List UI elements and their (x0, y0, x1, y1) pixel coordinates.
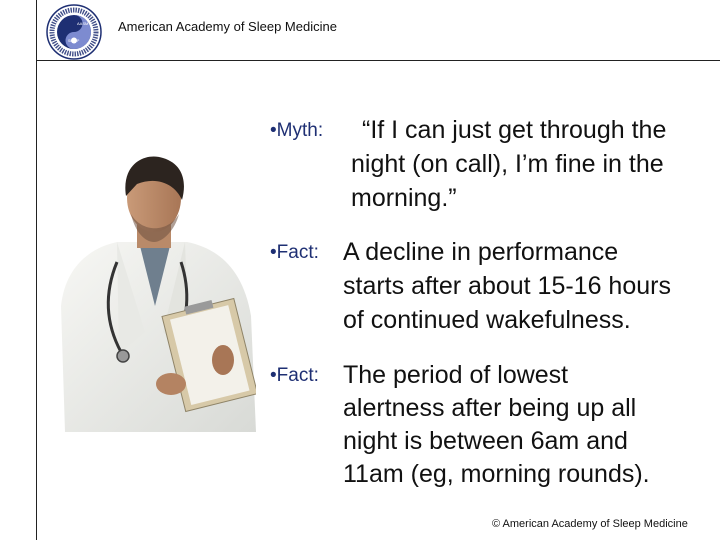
fact-label: Fact: (276, 365, 319, 386)
doctor-photo (55, 156, 256, 432)
bullet-head (270, 365, 319, 387)
fact1-line-1: A decline in performance (343, 238, 619, 266)
header-divider (36, 60, 720, 61)
organization-title: American Academy of Sleep Medicine (118, 19, 337, 34)
fact1-line-2: starts after about 15-16 hours (343, 272, 671, 300)
fact1-line-3: of continued wakefulness. (343, 306, 631, 334)
fact2-line-4: 11am (eg, morning rounds). (343, 460, 650, 488)
left-vertical-rule (36, 0, 37, 540)
myth-line-1: “If I can just get through the (362, 116, 667, 144)
fact2-line-3: night is between 6am and (343, 427, 628, 455)
fact2-line-1: The period of lowest (343, 361, 569, 389)
copyright-footer: © American Academy of Sleep Medicine (492, 518, 688, 530)
fact2-line-2: alertness after being up all (343, 394, 637, 422)
bullet-dot: • (270, 365, 277, 386)
myth-label: Myth: (276, 120, 324, 141)
svg-text:SLEEP: SLEEP (68, 39, 80, 43)
svg-text:AASM: AASM (77, 21, 89, 26)
myth-line-2: night (on call), I’m fine in the (351, 150, 664, 178)
bullet-head (270, 242, 319, 264)
myth-line-3: morning.” (351, 184, 457, 212)
bullet-dot: • (270, 120, 277, 141)
aasm-logo (46, 4, 102, 60)
fact-label: Fact: (276, 242, 319, 263)
bullet-head (270, 120, 323, 142)
bullet-dot: • (270, 242, 277, 263)
